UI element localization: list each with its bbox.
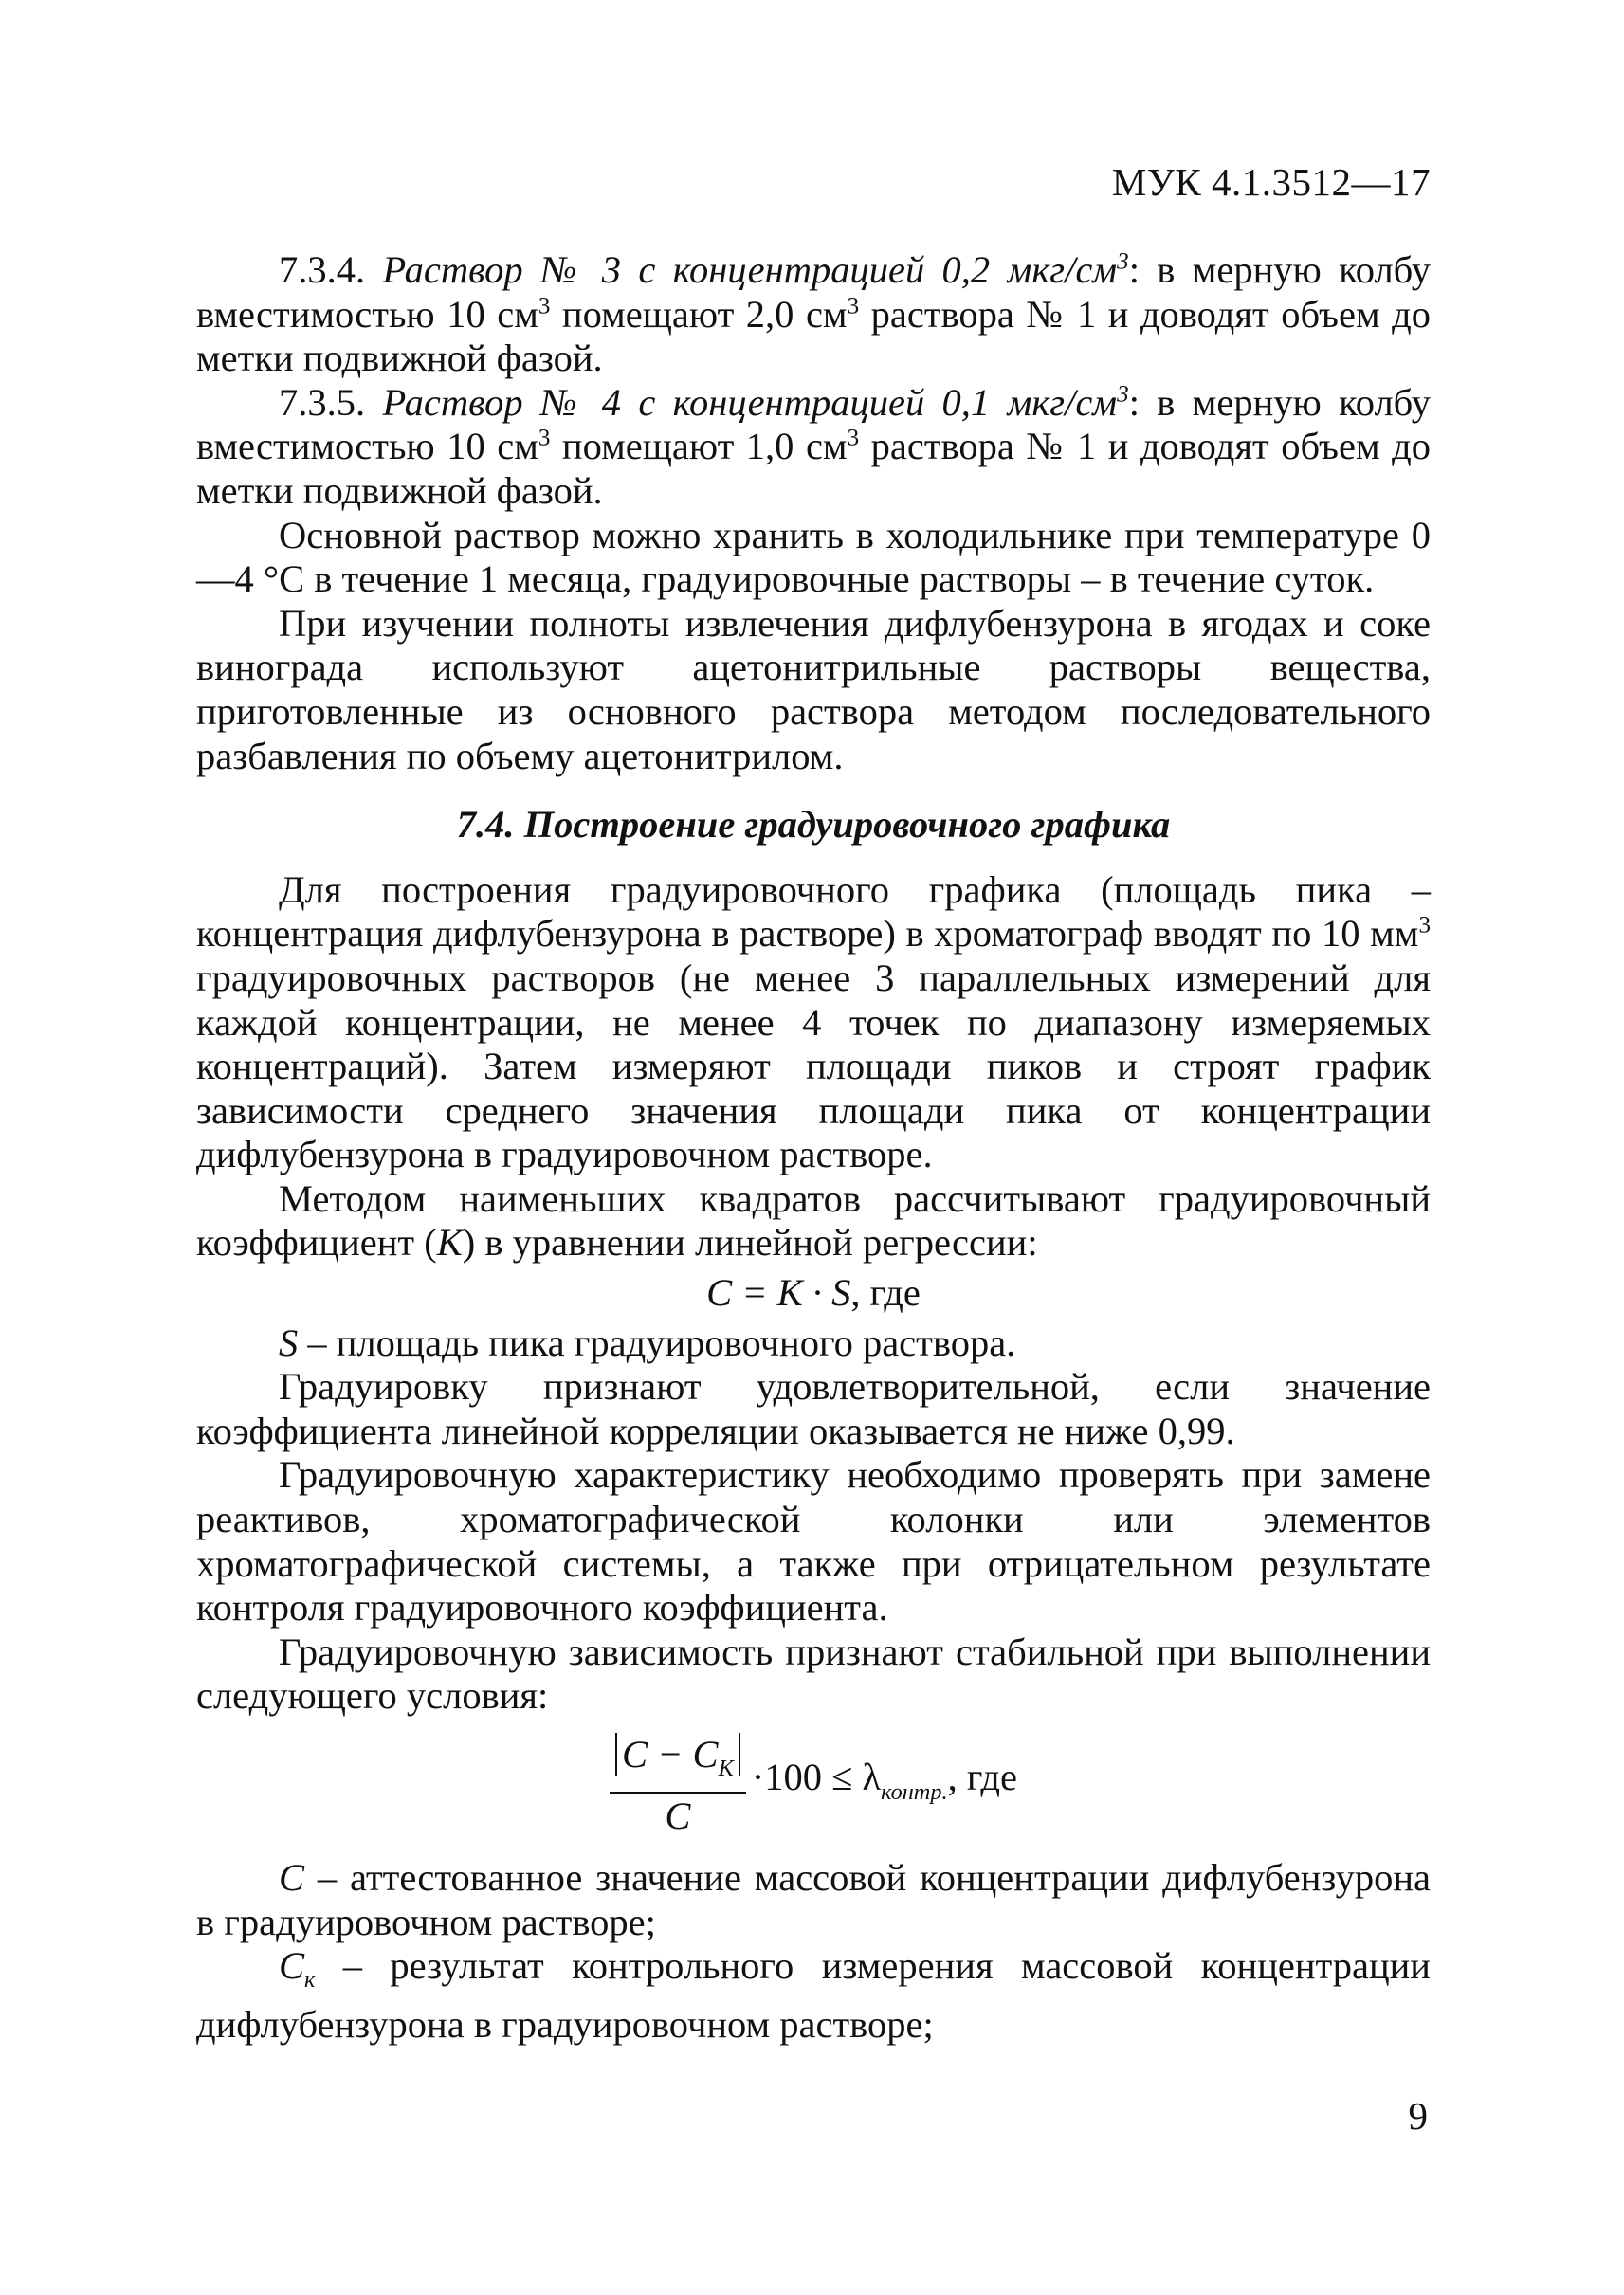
formula-rhs: $\cdot 100 \le \lambda_{контр.}$, где xyxy=(751,1756,1018,1806)
fraction-numerator: $C - C_K$ xyxy=(610,1732,746,1794)
check-paragraph: Градуировочную характеристику необходимо проверять при замене реактивов, хроматографической колонки или элементов хроматографической системы, а также при отрицательном результате контроля градуировочного коэффициента. xyxy=(196,1453,1431,1630)
calibration-paragraph: Для построения градуировочного графика (площадь пика – концентрация дифлубензурона в растворе) в хроматограф вводят по 10 $мм^3$ градуировочных растворов (не менее 3 параллельных измерений для каждой концентрации, не менее 4 точек по диапазону измеряемых концентраций). Затем измеряют площади пиков и строят график зависимости среднего значения площади пика от концентрации дифлубензурона в градуировочном растворе. xyxy=(196,867,1431,1176)
page-number: 9 xyxy=(1408,2094,1428,2138)
section-title: Раствор № 4 с концентрацией 0,1 мкг/$см^3$ xyxy=(382,380,1129,424)
least-squares-paragraph: Методом наименьших квадратов рассчитывают градуировочный коэффициент (K) в уравнении линейной регрессии: xyxy=(196,1176,1431,1265)
section-number: 7.3.4. xyxy=(279,248,366,291)
section-heading-7-4: 7.4. Построение градуировочного графика xyxy=(456,803,1171,847)
formula-fraction xyxy=(610,1732,746,1839)
recovery-paragraph: При изучении полноты извлечения дифлубензурона в ягодах и соке винограда используют ацетонитрильные растворы вещества, приготовленные из основного раствора методом последовательного разбавления по объему ацетонитрилом. xyxy=(196,601,1431,777)
stability-paragraph: Градуировочную зависимость признают стабильной при выполнении следующего условия: xyxy=(196,1630,1431,1718)
ck-definition: $C_к$ – результат контрольного измерения массовой концентрации дифлубензурона в градуировочном растворе; xyxy=(196,1944,1431,2046)
fraction-denominator: C xyxy=(665,1794,691,1838)
section-number: 7.3.5. xyxy=(279,380,366,424)
satisfactory-paragraph: Градуировку признают удовлетворительной, если значение коэффициента линейной корреляции оказывается не ниже 0,99. xyxy=(196,1365,1431,1452)
document-body xyxy=(196,248,1431,2048)
regression-formula: C = K · S, где xyxy=(706,1271,921,1315)
paragraph-7-3-4: 7.3.4. Раствор № 3 с концентрацией 0,2 мкг/$см^3$: в мерную колбу вместимостью 10 $см^3$ помещают 2,0 $см^3$ раствора № 1 и доводят объем до метки подвижной фазой. xyxy=(196,248,1431,380)
s-definition: S – площадь пика градуировочного раствора. xyxy=(279,1321,1016,1364)
section-title: Раствор № 3 с концентрацией 0,2 мкг/$см^3$ xyxy=(382,248,1129,291)
document-code-header: МУК 4.1.3512—17 xyxy=(1111,160,1431,204)
stability-formula xyxy=(196,1732,1431,1839)
paragraph-7-3-5: 7.3.5. Раствор № 4 с концентрацией 0,1 мкг/$см^3$: в мерную колбу вместимостью 10 $см^3$ помещают 1,0 $см^3$ раствора № 1 и доводят объем до метки подвижной фазой. xyxy=(196,380,1431,512)
c-definition: C – аттестованное значение массовой концентрации дифлубензурона в градуировочном растворе; xyxy=(196,1856,1431,1943)
storage-paragraph: Основной раствор можно хранить в холодильнике при температуре 0—4 °С в течение 1 месяца, градуировочные растворы – в течение суток. xyxy=(196,513,1431,601)
